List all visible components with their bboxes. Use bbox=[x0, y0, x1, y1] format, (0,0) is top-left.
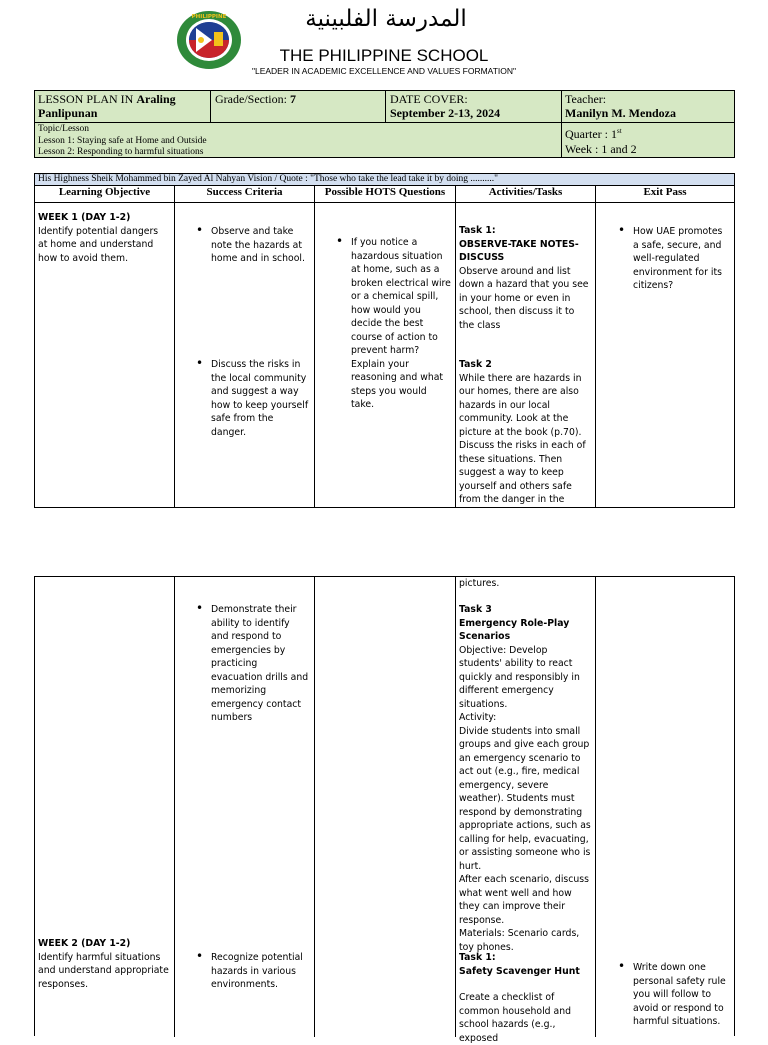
exit-pass-safety-rule: • Write down one personal safety rule you will follow to avoid or respond to harmful situations. bbox=[617, 961, 731, 1029]
hots-question: • If you notice a hazardous situation at home, such as a broken electrical wire or a chemical spill, how would you decide the best course of action to prevent harm? Explain your reasoning and what steps you would take. bbox=[335, 236, 451, 412]
school-name: THE PHILIPPINE SCHOOL bbox=[279, 46, 489, 65]
task3-text: Objective: Develop students' ability to react quickly and responsibly in different emergency situations. Activity: Divide students into small groups and give each group an emergency scenario to act out (e.g., fire, medical emergency, severe weather). Students must respond by demonstrating appropriate actions, such as calling for help, evacuating, or assisting someone who is hurt. After each scenario, discuss what went well and how they can improve their response. Materials: Scenario cards, toy phones. bbox=[459, 644, 591, 953]
lesson-table-page1 bbox=[34, 185, 735, 508]
date-cover: DATE COVER: September 2-13, 2024 bbox=[390, 92, 501, 120]
school-arabic-name: المدرسة الفلبينية bbox=[305, 6, 467, 32]
task2-title: Task 2 bbox=[459, 359, 492, 370]
col-header-objective: Learning Objective bbox=[58, 186, 151, 198]
week2-objective: Identify harmful situations and understand appropriate responses. bbox=[38, 951, 169, 990]
task2-text: While there are hazards in our homes, there are also hazards in our local community. Look at the picture at the book (p.70). Discuss the risks in each of these situations. Then suggest a way to keep yourself and others safe from the danger in the bbox=[459, 372, 586, 505]
teacher: Teacher: Manilyn M. Mendoza bbox=[565, 92, 676, 120]
school-tagline: "LEADER IN ACADEMIC EXCELLENCE AND VALUES FORMATION" bbox=[251, 66, 517, 76]
week1-title: WEEK 1 (DAY 1-2) bbox=[38, 212, 131, 223]
topic-lesson: Topic/Lesson Lesson 1: Staying safe at Home and Outside Lesson 2: Responding to harmful situations bbox=[38, 124, 207, 157]
col-header-activities: Activities/Tasks bbox=[488, 186, 563, 198]
task1-text: Observe around and list down a hazard that you see in your home or even in school, then discuss it to the class bbox=[459, 265, 589, 331]
quarter-week: Quarter : 1st Week : 1 and 2 bbox=[565, 127, 637, 156]
criteria-observe: • Observe and take note the hazards at home and in school. bbox=[195, 225, 310, 266]
task3-title: Task 3 bbox=[459, 604, 492, 615]
task1-subtitle: OBSERVE-TAKE NOTES-DISCUSS bbox=[459, 238, 579, 263]
task3-subtitle: Emergency Role-Play Scenarios bbox=[459, 617, 570, 642]
vision-quote: His Highness Sheik Mohammed bin Zayed Al Nahyan Vision / Quote : "Those who take the lead take it by doing .........." bbox=[34, 173, 735, 186]
task1-title: Task 1: bbox=[459, 225, 496, 236]
col-header-hots: Possible HOTS Questions bbox=[324, 186, 446, 198]
col-header-criteria: Success Criteria bbox=[206, 186, 283, 198]
lesson-plan-title: LESSON PLAN IN Araling Panlipunan bbox=[38, 92, 176, 120]
col-header-exit: Exit Pass bbox=[643, 186, 687, 198]
svg-text:PHILIPPINE: PHILIPPINE bbox=[191, 14, 227, 20]
criteria-demonstrate: • Demonstrate their ability to identify and respond to emergencies by practicing evacuation drills and memorizing emergency contact numbers bbox=[195, 603, 310, 725]
lesson-header-table bbox=[34, 90, 735, 158]
criteria-recognize: • Recognize potential hazards in various environments. bbox=[195, 951, 310, 992]
lesson-table-page2 bbox=[34, 576, 735, 1044]
week1-objective: Identify potential dangers at home and understand how to avoid them. bbox=[38, 225, 159, 264]
week2-task1-subtitle: Safety Scavenger Hunt bbox=[459, 965, 580, 977]
week2-task1-text: Create a checklist of common household and school hazards (e.g., exposed bbox=[459, 992, 571, 1044]
week2-title: WEEK 2 (DAY 1-2) bbox=[38, 938, 131, 949]
task2-continued: pictures. bbox=[459, 578, 500, 589]
exit-pass-uae: • How UAE promotes a safe, secure, and well-regulated environment for its citizens? bbox=[617, 225, 731, 293]
week2-task1-title: Task 1: bbox=[459, 952, 496, 963]
grade-section: Grade/Section: 7 bbox=[215, 92, 296, 106]
criteria-discuss: • Discuss the risks in the local community and suggest a way how to keep yourself safe from the danger. bbox=[195, 358, 310, 439]
